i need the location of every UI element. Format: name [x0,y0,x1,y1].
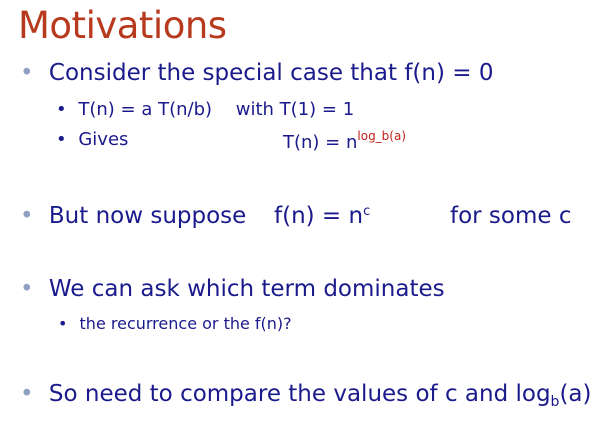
bullet-1-sub-1 [56,99,354,120]
bullet-dot: • [20,276,34,302]
formula-exponent: c [363,204,371,219]
bullet-3-sub-1 [58,314,292,333]
bullet-2 [20,203,246,229]
bullet-3-sub-text: the recurrence or the f(n)? [79,314,292,333]
bullet-3-text: We can ask which term dominates [48,276,445,302]
bullet-2-text: But now suppose [48,203,247,229]
gives-formula-base: T(n) = n [283,132,358,153]
gives-formula-exponent: log_b(a) [357,129,407,143]
sub-bullet-dot: • [58,314,68,333]
sub-bullet-dot: • [56,99,67,120]
bullet-1 [20,60,493,86]
bullet-4 [20,381,591,410]
sub-bullet-dot: • [56,129,67,150]
gives-label: Gives [78,129,129,150]
bullet-3 [20,276,445,302]
slide-title: Motivations [18,4,227,47]
bullet-2-formula [274,203,370,229]
bullet-2-tail: for some c [450,203,572,229]
recurrence-formula: T(n) = a T(n/b) [78,99,213,120]
bullet-1-text: Consider the special case that f(n) = 0 [48,60,494,86]
base-case: with T(1) = 1 [235,99,355,120]
bullet-dot: • [20,60,34,86]
gives-formula [283,129,406,153]
bullet-1-sub-2 [56,129,128,150]
bullet-dot: • [20,203,34,229]
bullet-4-text: So need to compare the values of c and $\log_b(a)$ [48,381,592,410]
bullet-dot: • [20,381,34,407]
formula-base: f(n) = n [274,203,364,229]
